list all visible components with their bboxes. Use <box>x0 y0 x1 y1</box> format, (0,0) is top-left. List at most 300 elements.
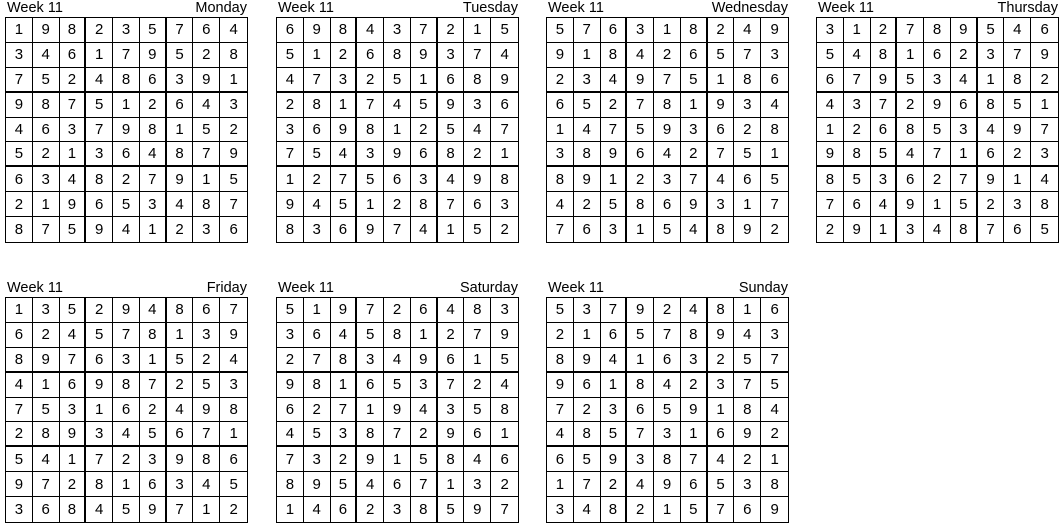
sudoku-cell: 9 <box>6 93 33 118</box>
sudoku-cell: 6 <box>627 142 654 167</box>
sudoku-cell: 5 <box>113 192 140 217</box>
sudoku-cell: 9 <box>1004 118 1031 143</box>
sudoku-cell: 2 <box>411 422 438 447</box>
sudoku-cell: 5 <box>844 167 871 192</box>
sudoku-cell: 9 <box>193 68 220 93</box>
sudoku-cell: 4 <box>897 142 924 167</box>
sudoku-cell: 2 <box>229 501 238 519</box>
sudoku-cell: 2 <box>871 18 898 43</box>
sudoku-cell: 6 <box>761 298 788 323</box>
sudoku-cell: 8 <box>331 18 358 43</box>
sudoku-cell: 3 <box>491 192 518 217</box>
sudoku-cell: 4 <box>681 217 708 242</box>
sudoku-cell: 5 <box>464 217 491 242</box>
sudoku-cell: 6 <box>140 68 167 93</box>
sudoku-cell: 9 <box>547 43 574 68</box>
sudoku-cell: 1 <box>734 192 761 217</box>
sudoku-cell: 5 <box>574 93 601 118</box>
sudoku-cell: 3 <box>547 142 574 167</box>
sudoku-cell: 7 <box>574 18 601 43</box>
sudoku-cell: 8 <box>277 472 304 497</box>
sudoku-cell: 3 <box>60 398 87 423</box>
sudoku-cell: 3 <box>844 93 871 118</box>
sudoku-cell: 1 <box>438 217 465 242</box>
sudoku-cell: 3 <box>734 93 761 118</box>
sudoku-cell: 5 <box>304 142 331 167</box>
sudoku-cell: 1 <box>978 68 1005 93</box>
sudoku-cell: 6 <box>438 68 465 93</box>
sudoku-cell: 8 <box>1004 68 1031 93</box>
sudoku-cell: 7 <box>464 43 491 68</box>
sudoku-cell: 8 <box>220 43 247 68</box>
sudoku-cell: 4 <box>33 43 60 68</box>
sudoku-cell: 9 <box>770 501 779 519</box>
sudoku-cell: 5 <box>357 167 384 192</box>
sudoku-cell: 9 <box>924 93 951 118</box>
sudoku-cell: 8 <box>491 398 518 423</box>
week-label: Week 11 <box>818 0 874 16</box>
sudoku-cell: 5 <box>357 323 384 348</box>
sudoku-cell: 3 <box>33 298 60 323</box>
sudoku-cell: 4 <box>708 167 735 192</box>
sudoku-cell: 3 <box>464 93 491 118</box>
sudoku-cell: 2 <box>60 68 87 93</box>
sudoku-cell: 4 <box>978 118 1005 143</box>
sudoku-cell: 2 <box>734 118 761 143</box>
sudoku-cell: 2 <box>770 221 779 239</box>
sudoku-cell: 2 <box>357 68 384 93</box>
sudoku-cell: 3 <box>113 348 140 373</box>
sudoku-cell: 5 <box>6 447 33 472</box>
sudoku-cell: 1 <box>491 422 518 447</box>
sudoku-cell: 6 <box>574 217 601 242</box>
sudoku-cell: 1 <box>220 68 247 93</box>
sudoku-cell: 8 <box>978 93 1005 118</box>
puzzle-header <box>5 280 251 296</box>
sudoku-cell: 6 <box>871 118 898 143</box>
sudoku-cell: 9 <box>1031 43 1058 68</box>
sudoku-cell: 6 <box>167 422 194 447</box>
sudoku-cell: 4 <box>277 422 304 447</box>
sudoku-cell: 3 <box>761 323 788 348</box>
sudoku-cell: 9 <box>978 167 1005 192</box>
sudoku-cell: 8 <box>817 167 844 192</box>
sudoku-cell: 9 <box>357 447 384 472</box>
sudoku-cell: 4 <box>6 118 33 143</box>
sudoku-cell: 2 <box>654 298 681 323</box>
sudoku-cell: 7 <box>491 118 518 143</box>
sudoku-cell: 3 <box>708 192 735 217</box>
sudoku-cell: 7 <box>411 18 438 43</box>
sudoku-cell: 3 <box>1031 142 1058 167</box>
sudoku-cell: 7 <box>6 68 33 93</box>
sudoku-cell: 7 <box>86 447 113 472</box>
sudoku-cell: 6 <box>491 93 518 118</box>
puzzle-header <box>5 0 251 16</box>
sudoku-cell: 8 <box>304 373 331 398</box>
sudoku-cell: 1 <box>277 167 304 192</box>
sudoku-cell: 1 <box>331 93 358 118</box>
sudoku-cell: 7 <box>193 422 220 447</box>
sudoku-cell: 1 <box>491 142 518 167</box>
sudoku-cell: 3 <box>491 298 518 323</box>
sudoku-cell: 3 <box>384 497 411 522</box>
sudoku-cell: 7 <box>844 68 871 93</box>
sudoku-friday <box>5 280 251 519</box>
sudoku-cell: 6 <box>627 398 654 423</box>
sudoku-cell: 7 <box>33 472 60 497</box>
sudoku-cell: 7 <box>708 497 735 522</box>
sudoku-cell: 1 <box>6 18 33 43</box>
sudoku-cell: 8 <box>681 323 708 348</box>
sudoku-monday <box>5 0 251 239</box>
puzzle-header <box>276 0 522 16</box>
sudoku-cell: 3 <box>140 447 167 472</box>
sudoku-wednesday <box>546 0 792 239</box>
sudoku-cell: 3 <box>924 68 951 93</box>
sudoku-cell: 1 <box>627 348 654 373</box>
sudoku-cell: 3 <box>220 373 247 398</box>
sudoku-cell: 2 <box>654 43 681 68</box>
sudoku-grid <box>816 17 1059 243</box>
sudoku-cell: 6 <box>708 118 735 143</box>
sudoku-cell: 7 <box>193 142 220 167</box>
sudoku-cell: 5 <box>86 323 113 348</box>
sudoku-cell: 6 <box>277 18 304 43</box>
day-label: Thursday <box>997 0 1058 16</box>
sudoku-cell: 7 <box>654 323 681 348</box>
sudoku-cell: 2 <box>86 298 113 323</box>
sudoku-cell: 6 <box>897 167 924 192</box>
sudoku-cell: 9 <box>167 447 194 472</box>
sudoku-cell: 3 <box>277 118 304 143</box>
sudoku-cell: 6 <box>491 447 518 472</box>
sudoku-cell: 1 <box>140 217 167 242</box>
sudoku-cell: 4 <box>761 93 788 118</box>
sudoku-cell: 8 <box>761 118 788 143</box>
sudoku-cell: 7 <box>86 118 113 143</box>
sudoku-cell: 1 <box>924 192 951 217</box>
sudoku-cell: 4 <box>464 447 491 472</box>
sudoku-cell: 8 <box>411 192 438 217</box>
sudoku-cell: 7 <box>277 142 304 167</box>
sudoku-cell: 6 <box>411 298 438 323</box>
sudoku-cell: 3 <box>438 43 465 68</box>
sudoku-cell: 9 <box>86 217 113 242</box>
sudoku-cell: 5 <box>384 68 411 93</box>
sudoku-cell: 8 <box>140 118 167 143</box>
sudoku-cell: 7 <box>384 217 411 242</box>
sudoku-cell: 1 <box>547 472 574 497</box>
sudoku-cell: 2 <box>277 93 304 118</box>
sudoku-cell: 2 <box>357 497 384 522</box>
sudoku-cell: 7 <box>438 373 465 398</box>
sudoku-cell: 5 <box>708 43 735 68</box>
sudoku-cell: 9 <box>167 167 194 192</box>
sudoku-cell: 4 <box>331 142 358 167</box>
sudoku-cell: 6 <box>411 142 438 167</box>
sudoku-cell: 2 <box>547 68 574 93</box>
sudoku-cell: 4 <box>86 68 113 93</box>
sudoku-cell: 4 <box>601 348 628 373</box>
sudoku-cell: 7 <box>60 93 87 118</box>
sudoku-cell: 5 <box>734 142 761 167</box>
day-label: Wednesday <box>711 0 788 16</box>
sudoku-cell: 7 <box>1004 43 1031 68</box>
sudoku-cell: 9 <box>491 323 518 348</box>
sudoku-cell: 4 <box>6 373 33 398</box>
sudoku-cell: 6 <box>33 118 60 143</box>
sudoku-cell: 9 <box>220 323 247 348</box>
sudoku-cell: 3 <box>86 422 113 447</box>
sudoku-cell: 1 <box>6 298 33 323</box>
sudoku-cell: 6 <box>547 93 574 118</box>
day-label: Monday <box>195 0 247 16</box>
sudoku-saturday <box>276 280 522 519</box>
sudoku-cell: 5 <box>464 398 491 423</box>
sudoku-cell: 7 <box>357 298 384 323</box>
sudoku-cell: 3 <box>193 323 220 348</box>
sudoku-cell: 6 <box>357 43 384 68</box>
sudoku-cell: 8 <box>734 68 761 93</box>
sudoku-cell: 4 <box>277 68 304 93</box>
sudoku-cell: 8 <box>547 348 574 373</box>
sudoku-cell: 9 <box>897 192 924 217</box>
sudoku-cell: 5 <box>654 398 681 423</box>
sudoku-cell: 6 <box>113 398 140 423</box>
sudoku-cell: 1 <box>357 192 384 217</box>
week-label: Week 11 <box>7 280 63 296</box>
sudoku-cell: 2 <box>761 422 788 447</box>
sudoku-cell: 4 <box>924 217 951 242</box>
sudoku-cell: 9 <box>464 497 491 522</box>
sudoku-cell: 5 <box>1004 93 1031 118</box>
day-label: Friday <box>206 280 247 296</box>
sudoku-cell: 2 <box>844 118 871 143</box>
sudoku-cell: 8 <box>357 422 384 447</box>
sudoku-cell: 4 <box>951 68 978 93</box>
sudoku-cell: 3 <box>761 43 788 68</box>
sudoku-cell: 6 <box>547 447 574 472</box>
sudoku-cell: 4 <box>844 43 871 68</box>
sudoku-cell: 9 <box>331 118 358 143</box>
sudoku-cell: 8 <box>357 118 384 143</box>
sudoku-cell: 2 <box>734 447 761 472</box>
sudoku-cell: 2 <box>140 93 167 118</box>
sudoku-cell: 5 <box>140 18 167 43</box>
sudoku-cell: 4 <box>304 497 331 522</box>
sudoku-cell: 9 <box>734 217 761 242</box>
sudoku-cell: 2 <box>33 142 60 167</box>
sudoku-cell: 9 <box>574 167 601 192</box>
sudoku-cell: 2 <box>574 398 601 423</box>
sudoku-cell: 9 <box>60 422 87 447</box>
sudoku-cell: 6 <box>384 167 411 192</box>
sudoku-cell: 1 <box>547 118 574 143</box>
sudoku-cell: 9 <box>708 93 735 118</box>
sudoku-cell: 2 <box>547 323 574 348</box>
sudoku-cell: 3 <box>574 68 601 93</box>
sudoku-cell: 1 <box>140 348 167 373</box>
sudoku-cell: 9 <box>113 298 140 323</box>
sudoku-cell: 3 <box>547 497 574 522</box>
sudoku-cell: 4 <box>574 118 601 143</box>
sudoku-cell: 7 <box>331 167 358 192</box>
sudoku-cell: 1 <box>708 68 735 93</box>
sudoku-cell: 3 <box>464 472 491 497</box>
sudoku-cell: 8 <box>464 298 491 323</box>
sudoku-cell: 8 <box>601 497 628 522</box>
sudoku-cell: 9 <box>951 18 978 43</box>
sudoku-tuesday <box>276 0 522 239</box>
sudoku-cell: 8 <box>277 217 304 242</box>
sudoku-cell: 5 <box>438 118 465 143</box>
sudoku-cell: 8 <box>86 167 113 192</box>
sudoku-cell: 4 <box>357 472 384 497</box>
sudoku-cell: 4 <box>681 298 708 323</box>
sudoku-cell: 4 <box>464 118 491 143</box>
sudoku-cell: 4 <box>1004 18 1031 43</box>
sudoku-cell: 4 <box>140 142 167 167</box>
sudoku-cell: 8 <box>491 167 518 192</box>
sudoku-cell: 8 <box>574 422 601 447</box>
sudoku-cell: 1 <box>601 167 628 192</box>
sudoku-cell: 9 <box>140 497 167 522</box>
sudoku-cell: 6 <box>1031 18 1058 43</box>
sudoku-cell: 8 <box>193 447 220 472</box>
sudoku-cell: 9 <box>357 217 384 242</box>
sudoku-cell: 4 <box>140 298 167 323</box>
sudoku-cell: 6 <box>384 472 411 497</box>
sudoku-cell: 2 <box>924 167 951 192</box>
sudoku-cell: 4 <box>547 192 574 217</box>
sudoku-cell: 8 <box>60 497 87 522</box>
sudoku-cell: 7 <box>384 422 411 447</box>
sudoku-cell: 2 <box>411 118 438 143</box>
sudoku-cell: 8 <box>627 373 654 398</box>
sudoku-cell: 7 <box>33 217 60 242</box>
sudoku-cell: 7 <box>500 501 509 519</box>
sudoku-cell: 7 <box>411 472 438 497</box>
sudoku-cell: 7 <box>167 497 194 522</box>
sudoku-cell: 2 <box>438 323 465 348</box>
sudoku-cell: 2 <box>86 18 113 43</box>
sudoku-grid <box>546 17 789 243</box>
sudoku-cell: 5 <box>60 298 87 323</box>
sudoku-cell: 2 <box>817 217 844 242</box>
sudoku-cell: 1 <box>871 217 898 242</box>
sudoku-cell: 9 <box>304 18 331 43</box>
sudoku-cell: 1 <box>113 93 140 118</box>
sudoku-cell: 3 <box>871 167 898 192</box>
sudoku-cell: 2 <box>33 323 60 348</box>
sudoku-cell: 8 <box>654 93 681 118</box>
sudoku-cell: 1 <box>627 217 654 242</box>
sudoku-cell: 4 <box>384 348 411 373</box>
sudoku-cell: 3 <box>654 167 681 192</box>
sudoku-cell: 6 <box>220 447 247 472</box>
sudoku-cell: 5 <box>761 167 788 192</box>
sudoku-cell: 1 <box>411 323 438 348</box>
sudoku-cell: 9 <box>654 118 681 143</box>
sudoku-cell: 9 <box>601 142 628 167</box>
sudoku-cell: 2 <box>897 93 924 118</box>
sudoku-cell: 7 <box>601 298 628 323</box>
sudoku-cell: 3 <box>113 18 140 43</box>
sudoku-cell: 7 <box>357 93 384 118</box>
sudoku-cell: 2 <box>193 43 220 68</box>
sudoku-cell: 1 <box>331 373 358 398</box>
sudoku-grid <box>276 17 519 243</box>
sudoku-cell: 5 <box>734 348 761 373</box>
sudoku-cell: 7 <box>304 348 331 373</box>
sudoku-cell: 7 <box>464 323 491 348</box>
sudoku-cell: 2 <box>627 167 654 192</box>
sudoku-cell: 2 <box>113 447 140 472</box>
sudoku-cell: 6 <box>60 43 87 68</box>
sudoku-cell: 6 <box>229 221 238 239</box>
sudoku-cell: 1 <box>601 373 628 398</box>
sudoku-cell: 7 <box>113 43 140 68</box>
sudoku-cell: 5 <box>86 93 113 118</box>
sudoku-cell: 1 <box>193 497 220 522</box>
sudoku-cell: 3 <box>331 422 358 447</box>
sudoku-cell: 5 <box>627 323 654 348</box>
sudoku-cell: 7 <box>761 192 788 217</box>
sudoku-cell: 6 <box>734 497 761 522</box>
sudoku-cell: 4 <box>60 323 87 348</box>
sudoku-cell: 3 <box>627 447 654 472</box>
sudoku-cell: 1 <box>86 43 113 68</box>
sudoku-cell: 5 <box>33 398 60 423</box>
sudoku-cell: 4 <box>627 43 654 68</box>
sudoku-cell: 8 <box>140 323 167 348</box>
sudoku-cell: 8 <box>761 472 788 497</box>
sudoku-cell: 4 <box>654 373 681 398</box>
sudoku-cell: 9 <box>491 68 518 93</box>
sudoku-cell: 5 <box>601 192 628 217</box>
day-label: Sunday <box>738 280 788 296</box>
sudoku-cell: 2 <box>681 373 708 398</box>
sudoku-cell: 9 <box>411 43 438 68</box>
sudoku-cell: 1 <box>708 398 735 423</box>
sudoku-cell: 1 <box>1004 167 1031 192</box>
sudoku-cell: 2 <box>193 348 220 373</box>
sudoku-cell: 9 <box>140 43 167 68</box>
sudoku-cell: 3 <box>734 472 761 497</box>
sudoku-cell: 7 <box>897 18 924 43</box>
sudoku-cell: 2 <box>167 373 194 398</box>
sudoku-cell: 3 <box>601 398 628 423</box>
sudoku-cell: 5 <box>761 373 788 398</box>
sudoku-cell: 9 <box>574 348 601 373</box>
sudoku-cell: 6 <box>817 68 844 93</box>
sudoku-cell: 1 <box>33 373 60 398</box>
sudoku-cell: 8 <box>384 323 411 348</box>
sudoku-cell: 8 <box>574 142 601 167</box>
sudoku-cell: 6 <box>331 217 358 242</box>
sudoku-cell: 6 <box>438 348 465 373</box>
sudoku-thursday <box>816 0 1062 239</box>
sudoku-cell: 1 <box>113 472 140 497</box>
sudoku-cell: 8 <box>924 18 951 43</box>
sudoku-cell: 8 <box>6 348 33 373</box>
sudoku-cell: 1 <box>654 497 681 522</box>
sudoku-cell: 4 <box>871 192 898 217</box>
sudoku-cell: 2 <box>304 398 331 423</box>
sudoku-cell: 6 <box>193 18 220 43</box>
sudoku-cell: 4 <box>491 43 518 68</box>
